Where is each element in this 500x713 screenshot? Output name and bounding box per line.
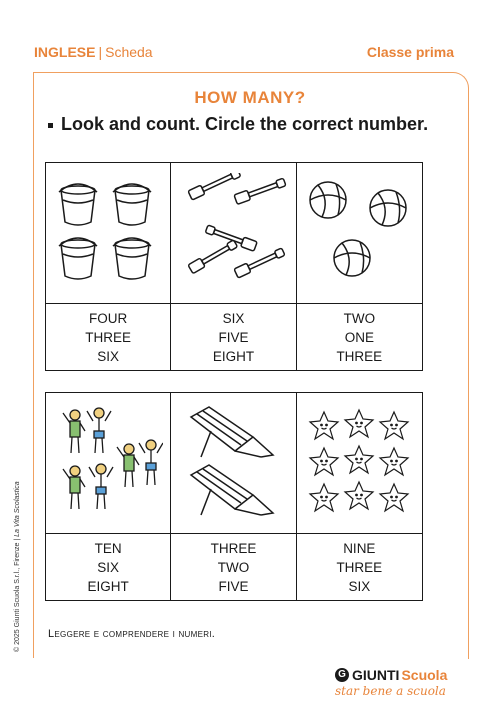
option-word[interactable]: THREE xyxy=(210,540,257,556)
footer-objective: Leggere e comprendere i numeri. xyxy=(48,628,216,640)
answer-options xyxy=(171,534,295,600)
logo-tagline: star bene a scuola xyxy=(335,684,446,698)
answer-options xyxy=(171,304,295,370)
children-picture xyxy=(46,393,170,534)
option-word[interactable]: THREE xyxy=(336,559,383,575)
children-illustration xyxy=(53,403,163,523)
answer-options xyxy=(297,534,422,600)
page-frame-left xyxy=(33,72,34,658)
header-separator: | xyxy=(98,44,103,60)
option-word[interactable]: ONE xyxy=(344,329,374,345)
option-word[interactable]: TEN xyxy=(94,540,122,556)
sheet-label: Scheda xyxy=(105,44,153,60)
copyright-prefix: © 2025 Giunti Scuola S.r.l., Firenze | xyxy=(14,536,21,652)
logo-mark-icon: G xyxy=(335,668,349,682)
subject-label: INGLESE xyxy=(34,44,96,60)
starfish-illustration xyxy=(304,408,414,518)
giunti-logo xyxy=(335,667,465,698)
exercise-cell-buckets xyxy=(46,163,171,370)
class-label: Classe prima xyxy=(366,44,454,60)
copyright-note xyxy=(14,481,21,652)
exercise-cell-spades xyxy=(171,163,296,370)
exercise-cell-deck-chairs xyxy=(171,393,296,600)
option-word[interactable]: THREE xyxy=(85,329,132,345)
spades-picture xyxy=(171,163,295,304)
bullet-icon xyxy=(48,123,53,128)
exercise-cell-children xyxy=(46,393,171,600)
exercise-cell-beach-balls xyxy=(297,163,422,370)
logo-brand-name: GIUNTI xyxy=(352,667,400,683)
deck-chairs-illustration xyxy=(183,403,283,523)
instruction-text: Look and count. Circle the correct number. xyxy=(61,114,429,134)
spades-illustration xyxy=(178,173,288,293)
option-word[interactable]: SIX xyxy=(97,559,120,575)
deck-chairs-picture xyxy=(171,393,295,534)
header-left xyxy=(34,44,153,60)
beach-balls-illustration xyxy=(304,178,414,288)
instruction xyxy=(48,114,428,135)
option-word[interactable]: EIGHT xyxy=(212,348,255,364)
exercise-grid-2 xyxy=(45,392,423,601)
magazine-name: La Vita Scolastica xyxy=(14,481,21,537)
starfish-picture xyxy=(297,393,422,534)
option-word[interactable]: FOUR xyxy=(89,310,128,326)
exercise-cell-starfish xyxy=(297,393,422,600)
answer-options xyxy=(297,304,422,370)
buckets-picture xyxy=(46,163,170,304)
option-word[interactable]: SIX xyxy=(222,310,245,326)
beach-balls-picture xyxy=(297,163,422,304)
logo-brand-suffix: Scuola xyxy=(401,667,448,683)
option-word[interactable]: NINE xyxy=(343,540,376,556)
option-word[interactable]: SIX xyxy=(97,348,120,364)
page-title: HOW MANY? xyxy=(194,88,306,107)
buckets-illustration xyxy=(53,178,163,288)
option-word[interactable]: FIVE xyxy=(218,578,249,594)
answer-options xyxy=(46,304,170,370)
option-word[interactable]: TWO xyxy=(217,559,250,575)
option-word[interactable]: TWO xyxy=(343,310,376,326)
option-word[interactable]: EIGHT xyxy=(87,578,129,594)
option-word[interactable]: FIVE xyxy=(218,329,249,345)
answer-options xyxy=(46,534,170,600)
exercise-grid-1 xyxy=(45,162,423,371)
option-word[interactable]: THREE xyxy=(336,348,383,364)
option-word[interactable]: SIX xyxy=(348,578,371,594)
logo-brand xyxy=(335,667,465,683)
